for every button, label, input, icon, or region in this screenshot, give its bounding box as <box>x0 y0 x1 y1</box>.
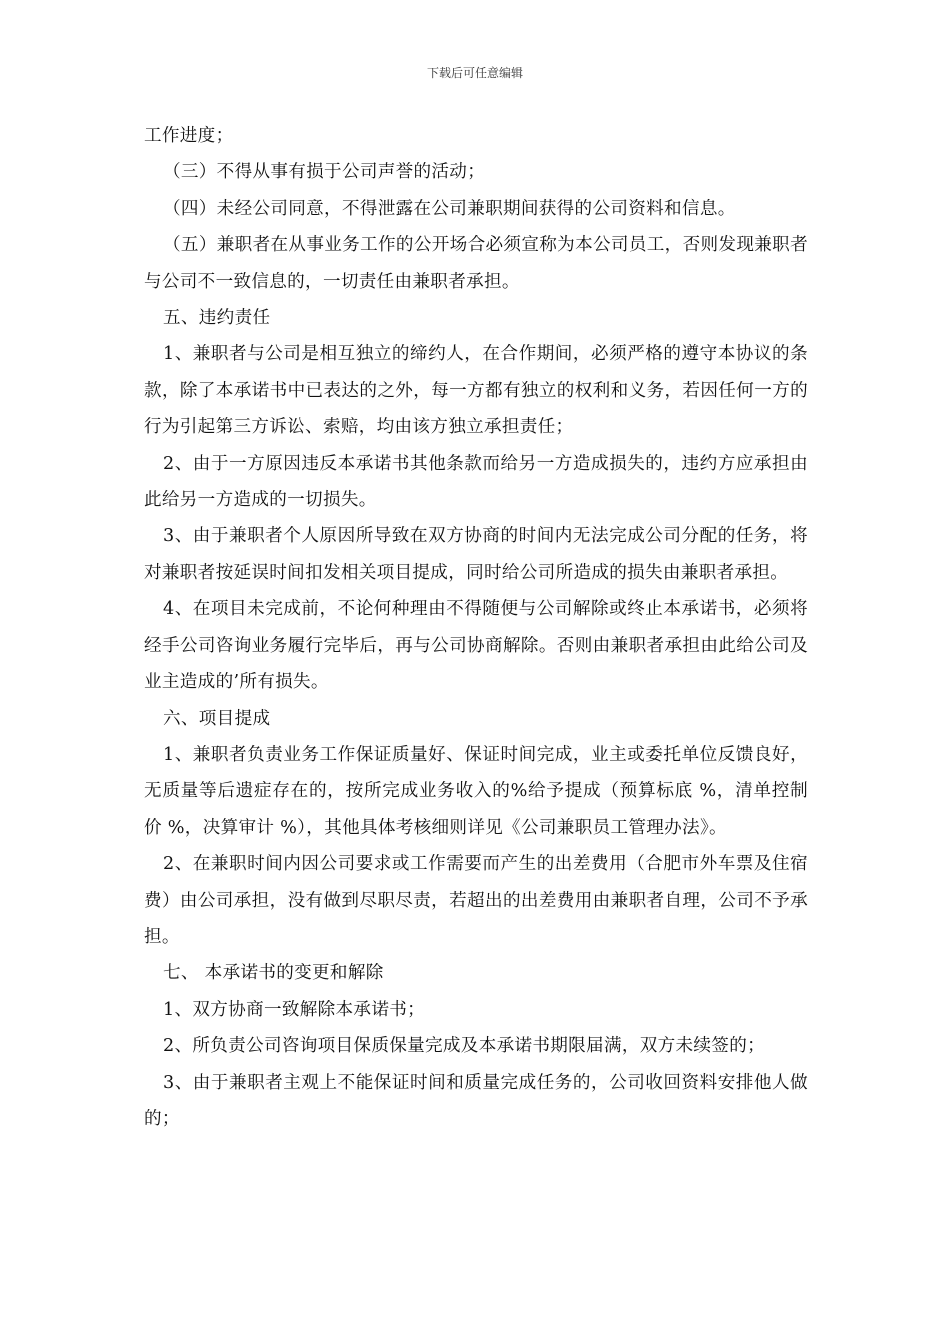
paragraph: （四）未经公司同意，不得泄露在公司兼职期间获得的公司资料和信息。 <box>163 198 736 219</box>
page-header: 下载后可任意编辑 <box>426 66 523 80</box>
paragraph: 工作进度； <box>144 126 234 146</box>
paragraph: 3、由于兼职者个人原因所导致在双方协商的时间内无法完成公司分配的任务，将对兼职者按延误时间扣发相关项目提成，同时给公司所造成的损失由兼职者承担。 <box>144 526 808 583</box>
paragraph: 1、兼职者负责业务工作保证质量好、保证时间完成，业主或委托单位反馈良好，无质量等后遗症存在的，按所完成业务收入的%给予提成（预算标底 %，清单控制价 %，决算审计 %），其他具体考核细则详见《公司兼职员工管理办法》。 <box>144 744 808 838</box>
section-heading: 五、违约责任 <box>163 308 271 329</box>
section-heading: 六、项目提成 <box>163 708 271 729</box>
paragraph: 2、所负责公司咨询项目保质保量完成及本承诺书期限届满，双方未续签的； <box>163 1036 765 1057</box>
paragraph: 2、在兼职时间内因公司要求或工作需要而产生的出差费用（合肥市外车票及住宿费）由公司承担，没有做到尽职尽责，若超出的出差费用由兼职者自理，公司不予承担。 <box>144 854 808 947</box>
section-heading: 七、 本承诺书的变更和解除 <box>163 963 384 984</box>
paragraph: 1、双方协商一致解除本承诺书； <box>163 999 426 1020</box>
paragraph: 2、由于一方原因违反本承诺书其他条款而给另一方造成损失的，违约方应承担由此给另一方造成的一切损失。 <box>144 453 808 511</box>
paragraph: 4、在项目未完成前，不论何种理由不得随便与公司解除或终止本承诺书，必须将经手公司咨询业务履行完毕后，再与公司协商解除。否则由兼职者承担由此给公司及业主造成的’所有损失。 <box>144 599 808 693</box>
document-body <box>144 118 808 1137</box>
paragraph: （五）兼职者在从事业务工作的公开场合必须宣称为本公司员工，否则发现兼职者与公司不一致信息的，一切责任由兼职者承担。 <box>144 235 808 292</box>
paragraph: 3、由于兼职者主观上不能保证时间和质量完成任务的，公司收回资料安排他人做的； <box>144 1072 808 1129</box>
paragraph: 1、兼职者与公司是相互独立的缔约人，在合作期间，必须严格的遵守本协议的条款，除了本承诺书中已表达的之外，每一方都有独立的权利和义务，若因任何一方的行为引起第三方诉讼、索赔，均由该方独立承担责任； <box>144 344 808 438</box>
paragraph: （三）不得从事有损于公司声誉的活动； <box>163 162 486 183</box>
